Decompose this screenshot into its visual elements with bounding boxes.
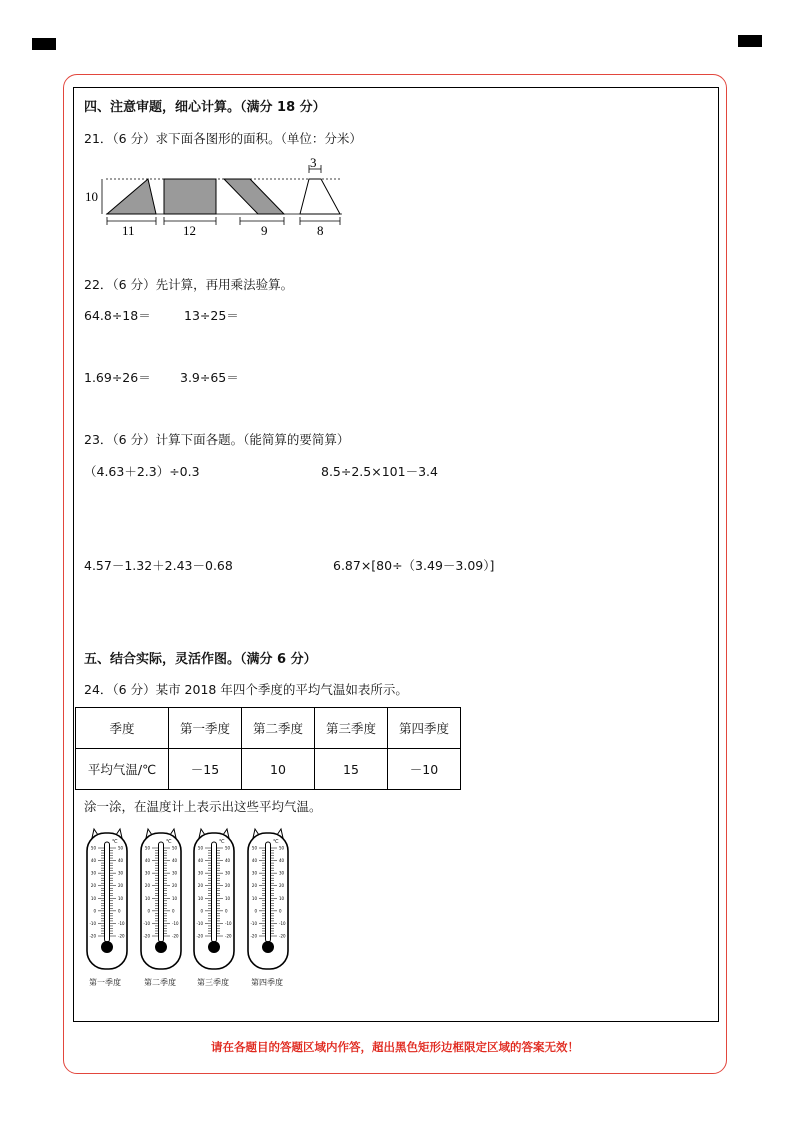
table-cell: 10: [242, 749, 315, 790]
scale-label: 40: [90, 858, 96, 864]
scale-label: -20: [172, 933, 179, 939]
unit-label: ℃: [166, 839, 172, 845]
scale-label: 50: [118, 845, 124, 851]
scale-label: -20: [279, 933, 286, 939]
scale-label: 30: [144, 870, 150, 876]
thermometer-4[interactable]: [245, 826, 291, 972]
scale-label: 20: [279, 883, 285, 889]
height-label: 10: [85, 189, 98, 204]
scale-label: 20: [251, 883, 257, 889]
unit-label: ℃: [112, 839, 118, 845]
top-label: 3: [310, 155, 317, 170]
scale-label: 10: [118, 895, 124, 901]
q24-instruction: 涂一涂，在温度计上表示出这些平均气温。: [84, 799, 322, 814]
scale-label: -10: [89, 920, 96, 926]
parallelogram-shape: [224, 179, 284, 214]
scale-label: 30: [90, 870, 96, 876]
thermometer-label: 第二季度: [144, 978, 176, 987]
scale-label: 0: [93, 908, 96, 914]
scale-label: 10: [251, 895, 257, 901]
scale-label: 20: [144, 883, 150, 889]
scale-label: 10: [279, 895, 285, 901]
thermometer-bulb: [262, 941, 274, 953]
table-header-cell: 第四季度: [388, 708, 461, 749]
scale-label: 30: [118, 870, 124, 876]
scale-label: 10: [90, 895, 96, 901]
scale-label: 30: [172, 870, 178, 876]
section5-title: 五、结合实际，灵活作图。（满分 6 分）: [84, 652, 317, 667]
q22-item-3: 1.69÷26＝: [84, 370, 151, 385]
scale-label: -10: [118, 920, 125, 926]
scale-label: -20: [89, 933, 96, 939]
scale-label: -10: [225, 920, 232, 926]
thermometer-bulb: [101, 941, 113, 953]
scale-label: -20: [196, 933, 203, 939]
table-header-cell: 第三季度: [315, 708, 388, 749]
thermometer-tube: [212, 842, 217, 942]
footer-warning: 请在各题目的答题区域内作答，超出黑色矩形边框限定区域的答案无效！: [211, 1040, 579, 1054]
scale-label: 10: [172, 895, 178, 901]
scale-label: -20: [225, 933, 232, 939]
corner-mark-left: [32, 38, 56, 50]
thermometer-3[interactable]: [191, 826, 237, 972]
q22-item-1: 64.8÷18＝: [84, 308, 151, 323]
scale-label: 0: [147, 908, 150, 914]
q23-item-4: 6.87×[80÷（3.49－3.09）]: [333, 558, 495, 573]
trapezoid-shape: [300, 179, 340, 214]
scale-label: 40: [279, 858, 285, 864]
base-label-3: 9: [261, 223, 268, 238]
scale-label: 20: [197, 883, 203, 889]
thermometer-1[interactable]: [84, 826, 130, 972]
table-header-cell: 第二季度: [242, 708, 315, 749]
scale-label: 30: [225, 870, 231, 876]
q22-text: 22．（6 分）先计算，再用乘法验算。: [84, 277, 294, 292]
thermometer-tube: [159, 842, 164, 942]
scale-label: -20: [250, 933, 257, 939]
table-cell: 15: [315, 749, 388, 790]
scale-label: 40: [225, 858, 231, 864]
q23-item-2: 8.5÷2.5×101－3.4: [321, 464, 438, 479]
q22-item-4: 3.9÷65＝: [180, 370, 239, 385]
scale-label: 0: [118, 908, 121, 914]
table-cell: －15: [169, 749, 242, 790]
scale-label: 50: [90, 845, 96, 851]
scale-label: 30: [197, 870, 203, 876]
table-cell: －10: [388, 749, 461, 790]
q23-item-1: （4.63＋2.3）÷0.3: [84, 464, 200, 479]
scale-label: -10: [250, 920, 257, 926]
scale-label: 0: [279, 908, 282, 914]
corner-mark-right: [738, 35, 762, 47]
base-label-2: 12: [183, 223, 196, 238]
scale-label: -10: [196, 920, 203, 926]
scale-label: 50: [225, 845, 231, 851]
scale-label: -20: [118, 933, 125, 939]
scale-label: 40: [144, 858, 150, 864]
base-label-4: 8: [317, 223, 324, 238]
thermometer-label: 第三季度: [197, 978, 229, 987]
rectangle-shape: [164, 179, 216, 214]
table-header-cell: 季度: [76, 708, 169, 749]
scale-label: 0: [172, 908, 175, 914]
scale-label: 0: [225, 908, 228, 914]
scale-label: 50: [172, 845, 178, 851]
triangle-shape: [107, 179, 156, 214]
scale-label: 10: [225, 895, 231, 901]
scale-label: 40: [197, 858, 203, 864]
scale-label: 40: [172, 858, 178, 864]
thermometer-tube: [266, 842, 271, 942]
table-row: [76, 708, 461, 749]
base-label-1: 11: [122, 223, 135, 238]
unit-label: ℃: [273, 839, 279, 845]
scale-label: -20: [143, 933, 150, 939]
scale-label: -10: [279, 920, 286, 926]
thermometer-label: 第四季度: [251, 978, 283, 987]
scale-label: 0: [200, 908, 203, 914]
scale-label: 0: [254, 908, 257, 914]
scale-label: -10: [172, 920, 179, 926]
scale-label: 20: [118, 883, 124, 889]
scale-label: 50: [197, 845, 203, 851]
thermometer-bulb: [155, 941, 167, 953]
q23-text: 23．（6 分）计算下面各题。（能简算的要简算）: [84, 432, 350, 447]
thermometer-bulb: [208, 941, 220, 953]
thermometer-2[interactable]: [138, 826, 184, 972]
thermometer-tube: [105, 842, 110, 942]
scale-label: 30: [279, 870, 285, 876]
table-row: [76, 749, 461, 790]
unit-label: ℃: [219, 839, 225, 845]
scale-label: 50: [251, 845, 257, 851]
scale-label: 20: [172, 883, 178, 889]
scale-label: 40: [251, 858, 257, 864]
temperature-table: [75, 707, 461, 790]
scale-label: 10: [197, 895, 203, 901]
q21-text: 21．（6 分）求下面各图形的面积。（单位：分米）: [84, 131, 362, 146]
q22-item-2: 13÷25＝: [184, 308, 239, 323]
scale-label: 20: [90, 883, 96, 889]
scale-label: 50: [279, 845, 285, 851]
scale-label: 30: [251, 870, 257, 876]
thermometer-label: 第一季度: [89, 978, 121, 987]
scale-label: 50: [144, 845, 150, 851]
table-header-cell: 第一季度: [169, 708, 242, 749]
scale-label: 40: [118, 858, 124, 864]
q21-figures: [80, 154, 350, 238]
q23-item-3: 4.57－1.32＋2.43－0.68: [84, 558, 233, 573]
table-row-label: 平均气温/℃: [76, 749, 169, 790]
section4-title: 四、注意审题，细心计算。（满分 18 分）: [84, 100, 326, 115]
scale-label: -10: [143, 920, 150, 926]
scale-label: 20: [225, 883, 231, 889]
scale-label: 10: [144, 895, 150, 901]
q24-text: 24．（6 分）某市 2018 年四个季度的平均气温如表所示。: [84, 682, 408, 697]
